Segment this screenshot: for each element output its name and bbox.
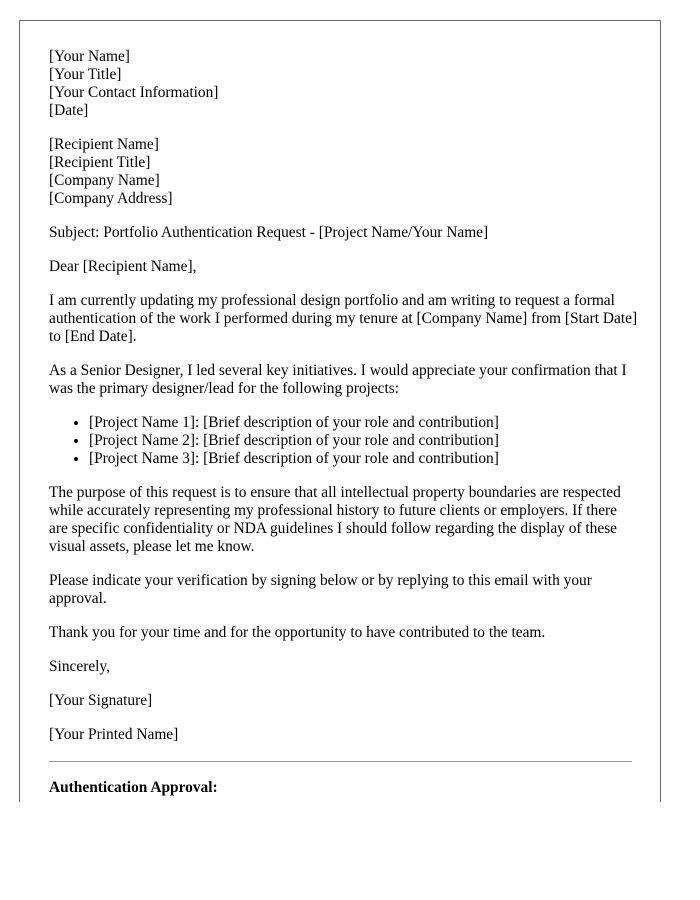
signature-placeholder: [Your Signature] <box>49 692 153 709</box>
list-item: • [Project Name 2]: [Brief description of your role and contribution] <box>89 432 639 450</box>
printed-name-placeholder: [Your Printed Name] <box>49 726 179 743</box>
salutation: Dear [Recipient Name], <box>49 258 197 275</box>
purpose-paragraph: The purpose of this request is to ensure that all intellectual property boundaries are respected while accurately representing my professional history to future clients or employers. If there are specific confidentiality or NDA guidelines I should follow regarding the display of these visual assets, please let me know. <box>49 484 621 555</box>
sender-block <box>49 48 639 120</box>
recipient-title: [Recipient Title] <box>49 154 151 171</box>
role-paragraph: As a Senior Designer, I led several key initiatives. I would appreciate your confirmation that I was the primary designer/lead for the following projects: <box>49 362 627 397</box>
sender-title: [Your Title] <box>49 66 122 83</box>
section-divider <box>49 761 632 762</box>
subject-line: Subject: Portfolio Authentication Request - [Project Name/Your Name] <box>49 224 489 241</box>
letter-date: [Date] <box>49 102 89 119</box>
recipient-address: [Company Address] <box>49 190 173 207</box>
sender-contact: [Your Contact Information] <box>49 84 219 101</box>
recipient-name: [Recipient Name] <box>49 136 159 153</box>
list-item: • [Project Name 3]: [Brief description of your role and contribution] <box>89 450 639 468</box>
recipient-company: [Company Name] <box>49 172 160 189</box>
recipient-block <box>49 136 639 208</box>
sign-off: Sincerely, <box>49 658 110 675</box>
list-item: • [Project Name 1]: [Brief description of your role and contribution] <box>89 414 639 432</box>
sender-name: [Your Name] <box>49 48 130 65</box>
intro-paragraph: I am currently updating my professional design portfolio and am writing to request a formal authentication of the work I performed during my tenure at [Company Name] from [Start Date] to [End Date]. <box>49 292 638 345</box>
approval-heading: Authentication Approval: <box>49 779 218 796</box>
letter-page <box>19 20 661 802</box>
verification-paragraph: Please indicate your verification by signing below or by replying to this email with your approval. <box>49 572 592 607</box>
thanks-paragraph: Thank you for your time and for the opportunity to have contributed to the team. <box>49 624 546 641</box>
letter-body <box>49 48 639 760</box>
project-list <box>49 414 639 468</box>
